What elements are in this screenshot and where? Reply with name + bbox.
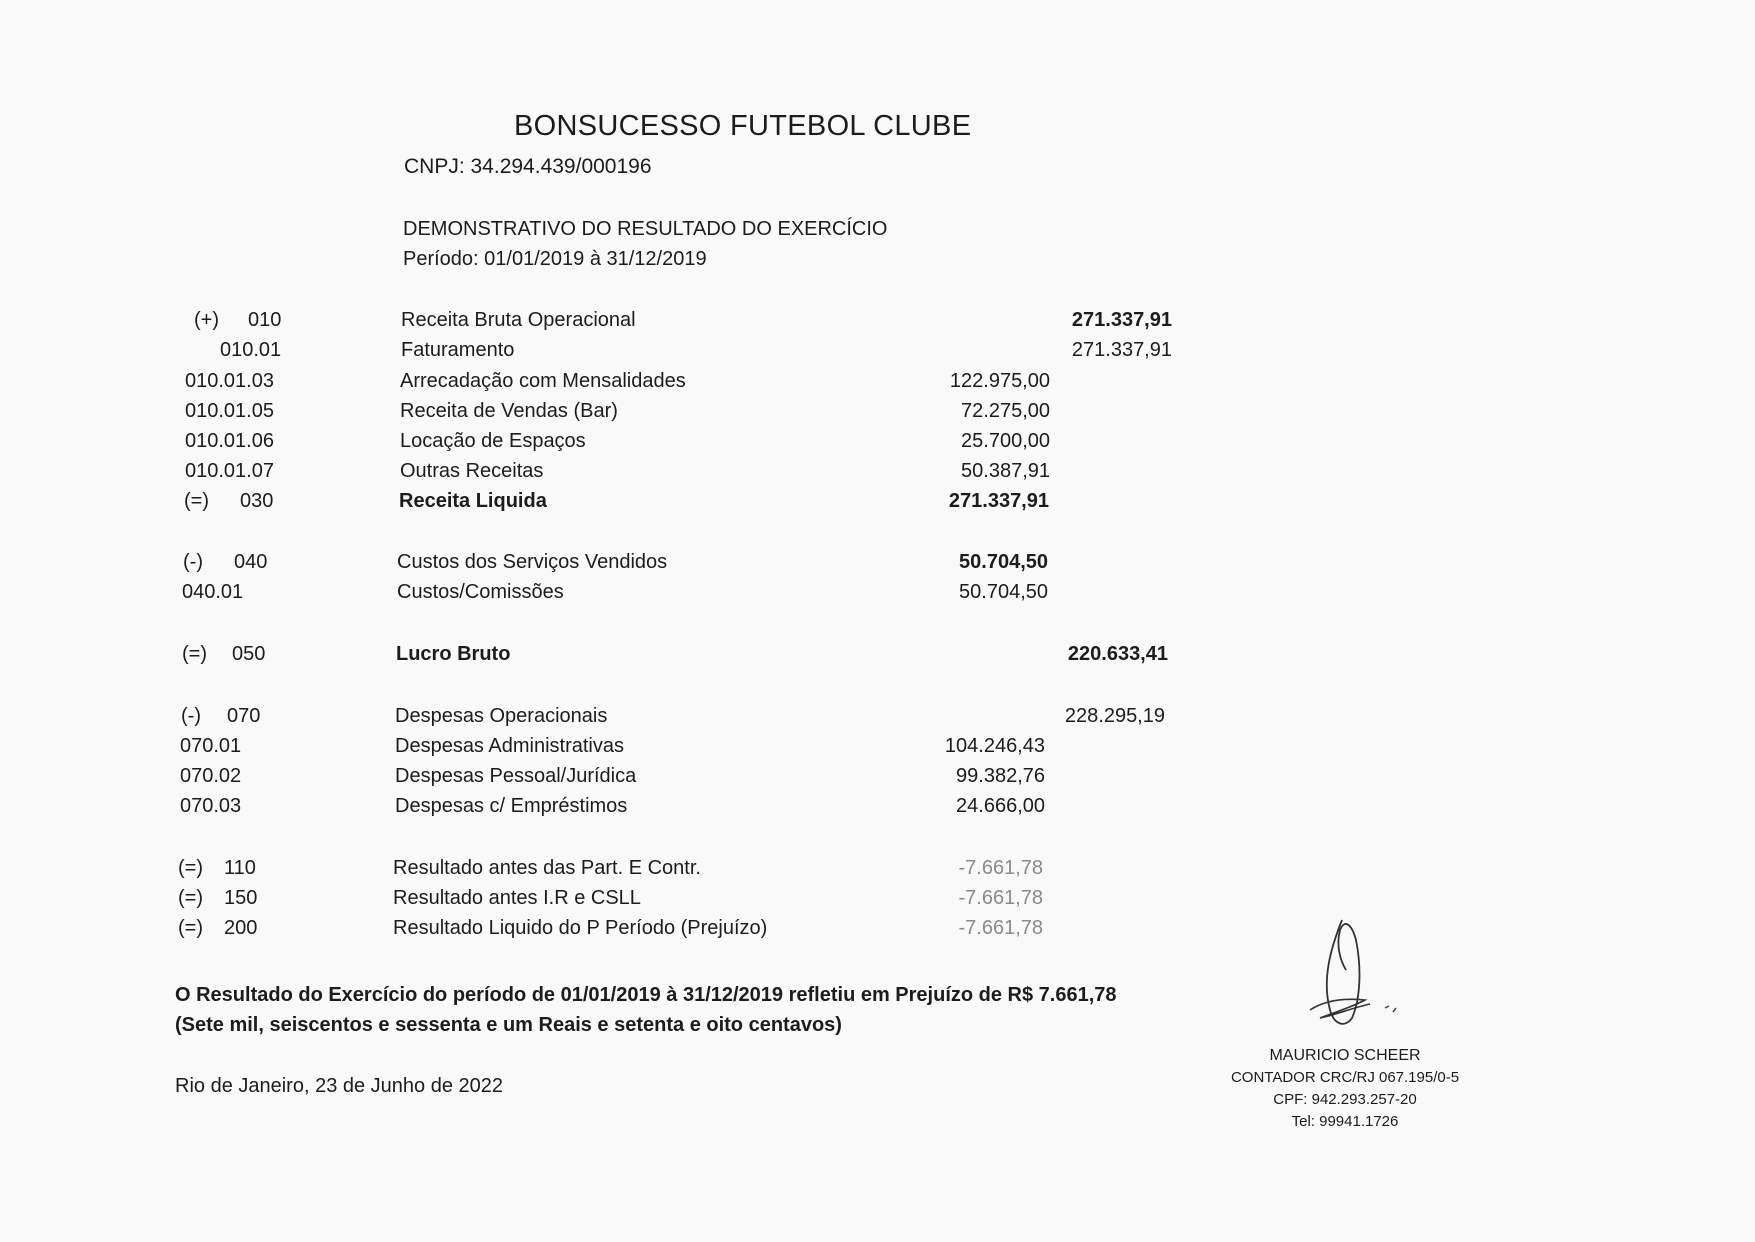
row-label: Despesas Operacionais: [395, 705, 608, 727]
row-label: Resultado antes I.R e CSLL: [393, 887, 641, 909]
row-sign: (+): [194, 309, 219, 331]
signature-block: [1220, 1045, 1470, 1133]
row-label: Faturamento: [401, 339, 515, 361]
signatory-name: MAURICIO SCHEER: [1269, 1047, 1421, 1064]
row-sign: (=): [182, 643, 207, 665]
row-code: 010.01.03: [185, 370, 274, 392]
row-total: 228.295,19: [1064, 705, 1165, 727]
row-value: 99.382,76: [956, 765, 1045, 787]
row-code: 200: [224, 917, 258, 939]
result-summary: O Resultado do Exercício do período de 01/01/2019 à 31/12/2019 refletiu em Prejuízo de R$ 7.661,78: [175, 984, 1117, 1006]
row-value: 50.387,91: [961, 460, 1050, 482]
table-row: [0, 643, 1755, 673]
signature-drawing: [1290, 900, 1410, 1050]
row-code: 010.01.05: [185, 400, 274, 422]
row-code: 010.01: [220, 339, 282, 361]
row-code: 030: [240, 490, 274, 512]
row-value: -7.661,78: [958, 887, 1043, 909]
row-total: 271.337,91: [1071, 339, 1172, 361]
row-value: 72.275,00: [961, 400, 1050, 422]
table-row: [0, 430, 1755, 460]
row-code: 050: [232, 643, 266, 665]
row-code: 010.01.06: [185, 430, 274, 452]
table-row: [0, 339, 1755, 369]
row-label: Custos dos Serviços Vendidos: [397, 551, 668, 573]
table-row: [0, 551, 1755, 581]
row-sign: (-): [181, 705, 201, 727]
row-label: Resultado Liquido do P Período (Prejuízo): [393, 917, 768, 939]
row-sign: (-): [183, 551, 203, 573]
row-label: Resultado antes das Part. E Contr.: [393, 857, 701, 879]
row-code: 070: [227, 705, 261, 727]
row-total: 271.337,91: [1071, 309, 1172, 331]
table-row: [0, 735, 1755, 765]
table-row: [0, 917, 1755, 947]
row-label: Receita Bruta Operacional: [401, 309, 636, 331]
row-sign: (=): [178, 857, 203, 879]
table-row: [0, 795, 1755, 825]
result-summary-words: (Sete mil, seiscentos e sessenta e um Reais e setenta e oito centavos): [175, 1014, 842, 1036]
table-row: [0, 581, 1755, 611]
signatory-role: CONTADOR CRC/RJ 067.195/0-5: [1230, 1069, 1460, 1086]
table-row: [0, 887, 1755, 917]
row-value: -7.661,78: [958, 857, 1043, 879]
row-value: 25.700,00: [961, 430, 1050, 452]
row-value: 50.704,50: [959, 551, 1048, 573]
row-label: Locação de Espaços: [400, 430, 586, 452]
row-label: Despesas Pessoal/Jurídica: [395, 765, 637, 787]
row-code: 010.01.07: [185, 460, 274, 482]
row-value: 104.246,43: [944, 735, 1045, 757]
org-name: BONSUCESSO FUTEBOL CLUBE: [514, 110, 972, 142]
row-label: Despesas Administrativas: [395, 735, 624, 757]
row-label: Lucro Bruto: [396, 643, 511, 665]
row-label: Receita de Vendas (Bar): [400, 400, 618, 422]
cnpj: CNPJ: 34.294.439/000196: [404, 155, 652, 178]
row-label: Custos/Comissões: [397, 581, 564, 603]
row-code: 010: [248, 309, 282, 331]
row-value: 271.337,91: [948, 490, 1049, 512]
row-code: 150: [224, 887, 258, 909]
row-label: Outras Receitas: [400, 460, 544, 482]
signatory-cpf: CPF: 942.293.257-20: [1273, 1091, 1417, 1108]
statement-title: DEMONSTRATIVO DO RESULTADO DO EXERCÍCIO: [403, 218, 888, 240]
row-label: Despesas c/ Empréstimos: [395, 795, 628, 817]
table-row: [0, 460, 1755, 490]
table-row: [0, 705, 1755, 735]
row-code: 070.03: [180, 795, 242, 817]
row-code: 110: [224, 857, 256, 879]
row-code: 070.02: [180, 765, 242, 787]
row-code: 040: [234, 551, 268, 573]
row-sign: (=): [178, 917, 203, 939]
row-label: Arrecadação com Mensalidades: [400, 370, 686, 392]
row-sign: (=): [184, 490, 209, 512]
row-sign: (=): [178, 887, 203, 909]
row-total: 220.633,41: [1067, 643, 1168, 665]
place-date: Rio de Janeiro, 23 de Junho de 2022: [175, 1075, 504, 1097]
row-code: 070.01: [180, 735, 242, 757]
row-value: -7.661,78: [958, 917, 1043, 939]
table-row: [0, 857, 1755, 887]
table-row: [0, 370, 1755, 400]
row-value: 24.666,00: [956, 795, 1045, 817]
table-row: [0, 765, 1755, 795]
signatory-tel: Tel: 99941.1726: [1291, 1113, 1399, 1130]
period: Período: 01/01/2019 à 31/12/2019: [403, 248, 707, 270]
table-row: [0, 400, 1755, 430]
row-code: 040.01: [182, 581, 244, 603]
row-value: 50.704,50: [959, 581, 1048, 603]
row-value: 122.975,00: [949, 370, 1050, 392]
table-row: [0, 490, 1755, 520]
table-row: [0, 309, 1755, 339]
row-label: Receita Liquida: [399, 490, 547, 512]
